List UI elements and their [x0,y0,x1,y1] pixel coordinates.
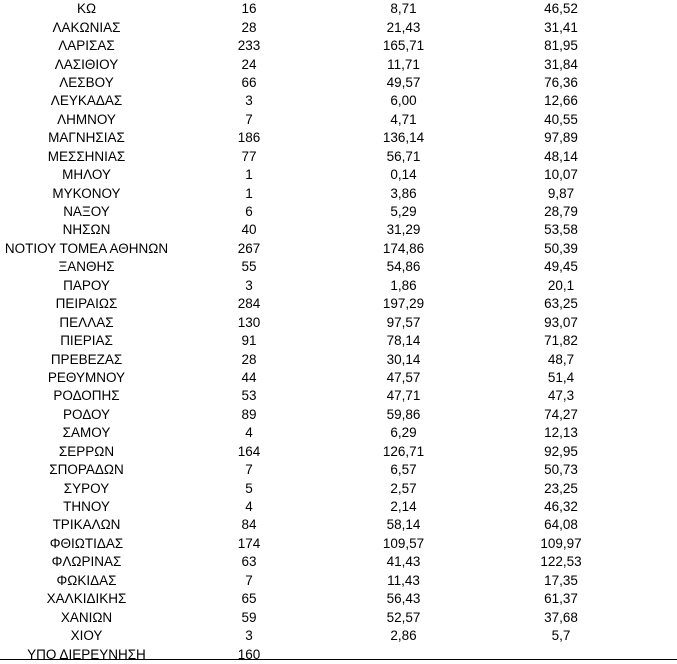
region-cell: ΝΗΣΩΝ [62,222,111,238]
region-cell: ΣΥΡΟΥ [63,480,110,496]
rate-cell: 37,68 [544,609,578,625]
rate-cell: 51,4 [547,369,575,385]
rate-cell: 46,32 [544,499,578,515]
average-cell: 78,14 [386,333,421,349]
rate-cell: 17,35 [544,572,578,588]
rate-cell: 53,58 [544,222,578,238]
region-cell: ΠΡΕΒΕΖΑΣ [50,351,123,367]
region-cell: ΡΕΘΥΜΝΟΥ [47,369,126,385]
table-row [0,313,640,331]
table-row [0,92,640,110]
table-row [0,645,640,663]
cases-cell: 160 [237,646,261,662]
rate-cell: 23,25 [544,480,578,496]
cases-cell: 186 [237,130,261,146]
cases-cell: 28 [241,351,257,367]
rate-cell: 31,41 [544,19,578,35]
region-cell: ΡΟΔΟΠΗΣ [53,388,120,404]
table-row [0,74,640,92]
rate-cell: 12,13 [544,425,578,441]
table-row [0,295,640,313]
rate-cell: 64,08 [544,517,578,533]
rate-cell: 9,87 [547,185,575,201]
table-row [0,608,640,626]
region-cell: ΜΕΣΣΗΝΙΑΣ [47,148,126,164]
rate-cell: 74,27 [544,406,578,422]
average-cell: 59,86 [386,406,421,422]
rate-cell: 71,82 [544,333,578,349]
average-cell: 126,71 [382,443,425,459]
region-cell: ΛΕΥΚΑΔΑΣ [50,93,123,109]
region-cell: ΦΩΚΙΔΑΣ [56,572,117,588]
region-cell: ΤΗΝΟΥ [63,499,110,515]
cases-cell: 174 [237,535,261,551]
region-cell: ΧΙΟΥ [70,628,103,644]
rate-cell: 81,95 [544,38,578,54]
table-row [0,221,640,239]
table-row [0,332,640,350]
rate-cell: 61,37 [544,591,578,607]
table-row [0,0,640,18]
table-row [0,203,640,221]
table-row [0,148,640,166]
region-cell: ΤΡΙΚΑΛΩΝ [52,517,121,533]
average-cell [325,645,482,663]
rate-cell: 28,79 [544,204,578,220]
cases-cell: 89 [241,406,257,422]
average-cell: 2,14 [390,499,417,515]
average-cell: 58,14 [386,517,421,533]
region-cell: ΧΑΛΚΙΔΙΚΗΣ [46,591,127,607]
table-row [0,387,640,405]
cases-cell: 44 [241,369,257,385]
table-row [0,369,640,387]
rate-cell: 93,07 [544,314,578,330]
rate-cell: 5,7 [551,628,571,644]
average-cell: 47,57 [386,369,421,385]
cases-cell: 7 [245,572,253,588]
cases-cell: 59 [241,609,257,625]
average-cell: 0,14 [390,167,417,183]
region-cell: ΠΑΡΟΥ [63,277,110,293]
average-cell: 197,29 [382,296,425,312]
table-row [0,129,640,147]
region-cell: ΛΑΡΙΣΑΣ [58,38,115,54]
rate-cell: 50,73 [544,462,578,478]
average-cell: 3,86 [390,185,417,201]
table-row [0,111,640,129]
rate-cell: 109,97 [540,535,582,551]
table-row [0,424,640,442]
region-cell: ΣΠΟΡΑΔΩΝ [49,462,124,478]
region-cell: ΚΩ [76,1,97,17]
average-cell: 97,57 [386,314,421,330]
rate-cell: 12,66 [544,93,578,109]
region-cell: ΜΥΚΟΝΟΥ [52,185,121,201]
cases-cell: 4 [245,499,253,515]
cases-cell: 53 [241,388,257,404]
average-cell: 31,29 [386,222,421,238]
cases-cell: 5 [245,480,253,496]
table-row [0,350,640,368]
table-row [0,479,640,497]
rate-cell: 49,45 [544,259,578,275]
average-cell: 8,71 [390,1,417,17]
region-cell: ΞΑΝΘΗΣ [58,259,115,275]
average-cell: 109,57 [382,535,425,551]
rate-cell: 40,55 [544,111,578,127]
average-cell: 56,71 [386,148,421,164]
region-cell: ΠΙΕΡΙΑΣ [60,333,113,349]
rate-cell: 46,52 [544,1,578,17]
table-row [0,498,640,516]
average-cell: 30,14 [386,351,421,367]
cases-cell: 3 [245,277,253,293]
average-cell: 174,86 [382,240,425,256]
cases-cell: 65 [241,591,257,607]
average-cell: 6,00 [390,93,417,109]
rate-cell: 50,39 [544,240,578,256]
average-cell: 11,43 [387,572,420,588]
region-cell: ΛΑΚΩΝΙΑΣ [52,19,121,35]
region-cell: ΦΛΩΡΙΝΑΣ [51,554,122,570]
region-cell: ΦΘΙΩΤΙΔΑΣ [49,535,124,551]
cases-cell: 130 [237,314,261,330]
average-cell: 5,29 [390,204,417,220]
average-cell: 2,57 [390,480,417,496]
rate-cell: 97,89 [544,130,578,146]
table-row [0,627,640,645]
region-cell: ΣΑΜΟΥ [62,425,111,441]
region-cell: ΜΗΛΟΥ [62,167,111,183]
rate-cell [482,645,640,663]
cases-cell: 40 [241,222,257,238]
region-cell: ΛΕΣΒΟΥ [59,74,114,90]
region-cell: ΠΕΛΛΑΣ [59,314,114,330]
rate-cell: 31,84 [544,56,578,72]
average-cell: 21,43 [386,19,421,35]
region-cell: ΡΟΔΟΥ [62,406,111,422]
cases-cell: 16 [241,1,257,17]
average-cell: 11,71 [387,56,420,72]
rate-cell: 10,07 [544,167,578,183]
average-cell: 6,57 [390,462,417,478]
table-row [0,166,640,184]
cases-cell: 24 [241,56,257,72]
average-cell: 165,71 [382,38,425,54]
table-row [0,516,640,534]
cases-cell: 3 [245,628,253,644]
region-cell: ΣΕΡΡΩΝ [58,443,115,459]
rate-cell: 76,36 [544,74,578,90]
cases-cell: 1 [245,185,253,201]
average-cell: 52,57 [386,609,421,625]
rate-cell: 48,14 [544,148,578,164]
region-cell: ΛΗΜΝΟΥ [57,111,116,127]
region-cell: ΝΟΤΙΟΥ ΤΟΜΕΑ ΑΘΗΝΩΝ [4,240,169,256]
table-row [0,258,640,276]
cases-cell: 7 [245,462,253,478]
average-cell: 56,43 [386,591,421,607]
table-row [0,184,640,202]
average-cell: 1,86 [390,277,417,293]
table-row [0,18,640,36]
average-cell: 41,43 [386,554,421,570]
average-cell: 54,86 [386,259,421,275]
rate-cell: 48,7 [547,351,575,367]
cases-cell: 164 [237,443,261,459]
cases-cell: 55 [241,259,257,275]
table-row [0,406,640,424]
table-row [0,553,640,571]
cases-cell: 66 [241,74,257,90]
rate-cell: 63,25 [544,296,578,312]
average-cell: 4,71 [390,111,417,127]
region-cell: ΛΑΣΙΘΙΟΥ [54,56,119,72]
average-cell: 6,29 [390,425,417,441]
cases-cell: 4 [245,425,253,441]
cases-cell: 1 [245,167,253,183]
cases-cell: 91 [241,333,257,349]
region-cell: ΧΑΝΙΩΝ [60,609,113,625]
table-row [0,55,640,73]
region-cell: ΥΠΟ ΔΙΕΡΕΥΝΗΣΗ [27,646,146,662]
region-cell: ΝΑΞΟΥ [63,204,110,220]
rate-cell: 92,95 [544,443,578,459]
table-row [0,443,640,461]
cases-cell: 284 [237,296,261,312]
cases-cell: 6 [245,204,253,220]
cases-cell: 63 [241,554,257,570]
table-row [0,535,640,553]
bottom-rule [0,659,677,660]
rate-cell: 20,1 [547,277,575,293]
table-row [0,590,640,608]
table-row [0,240,640,258]
table-row [0,461,640,479]
region-cell: ΠΕΙΡΑΙΩΣ [55,296,118,312]
cases-cell: 233 [237,38,261,54]
table-row [0,277,640,295]
table-row [0,572,640,590]
average-cell: 2,86 [390,628,417,644]
rate-cell: 47,3 [547,388,575,404]
cases-cell: 77 [241,148,257,164]
rate-cell: 122,53 [540,554,582,570]
cases-cell: 28 [241,19,257,35]
average-cell: 47,71 [386,388,421,404]
cases-cell: 7 [245,111,253,127]
cases-cell: 84 [241,517,257,533]
cases-cell: 3 [245,93,253,109]
average-cell: 136,14 [382,130,425,146]
cases-cell: 267 [237,240,261,256]
region-cell: ΜΑΓΝΗΣΙΑΣ [48,130,125,146]
table-row [0,37,640,55]
average-cell: 49,57 [386,74,421,90]
